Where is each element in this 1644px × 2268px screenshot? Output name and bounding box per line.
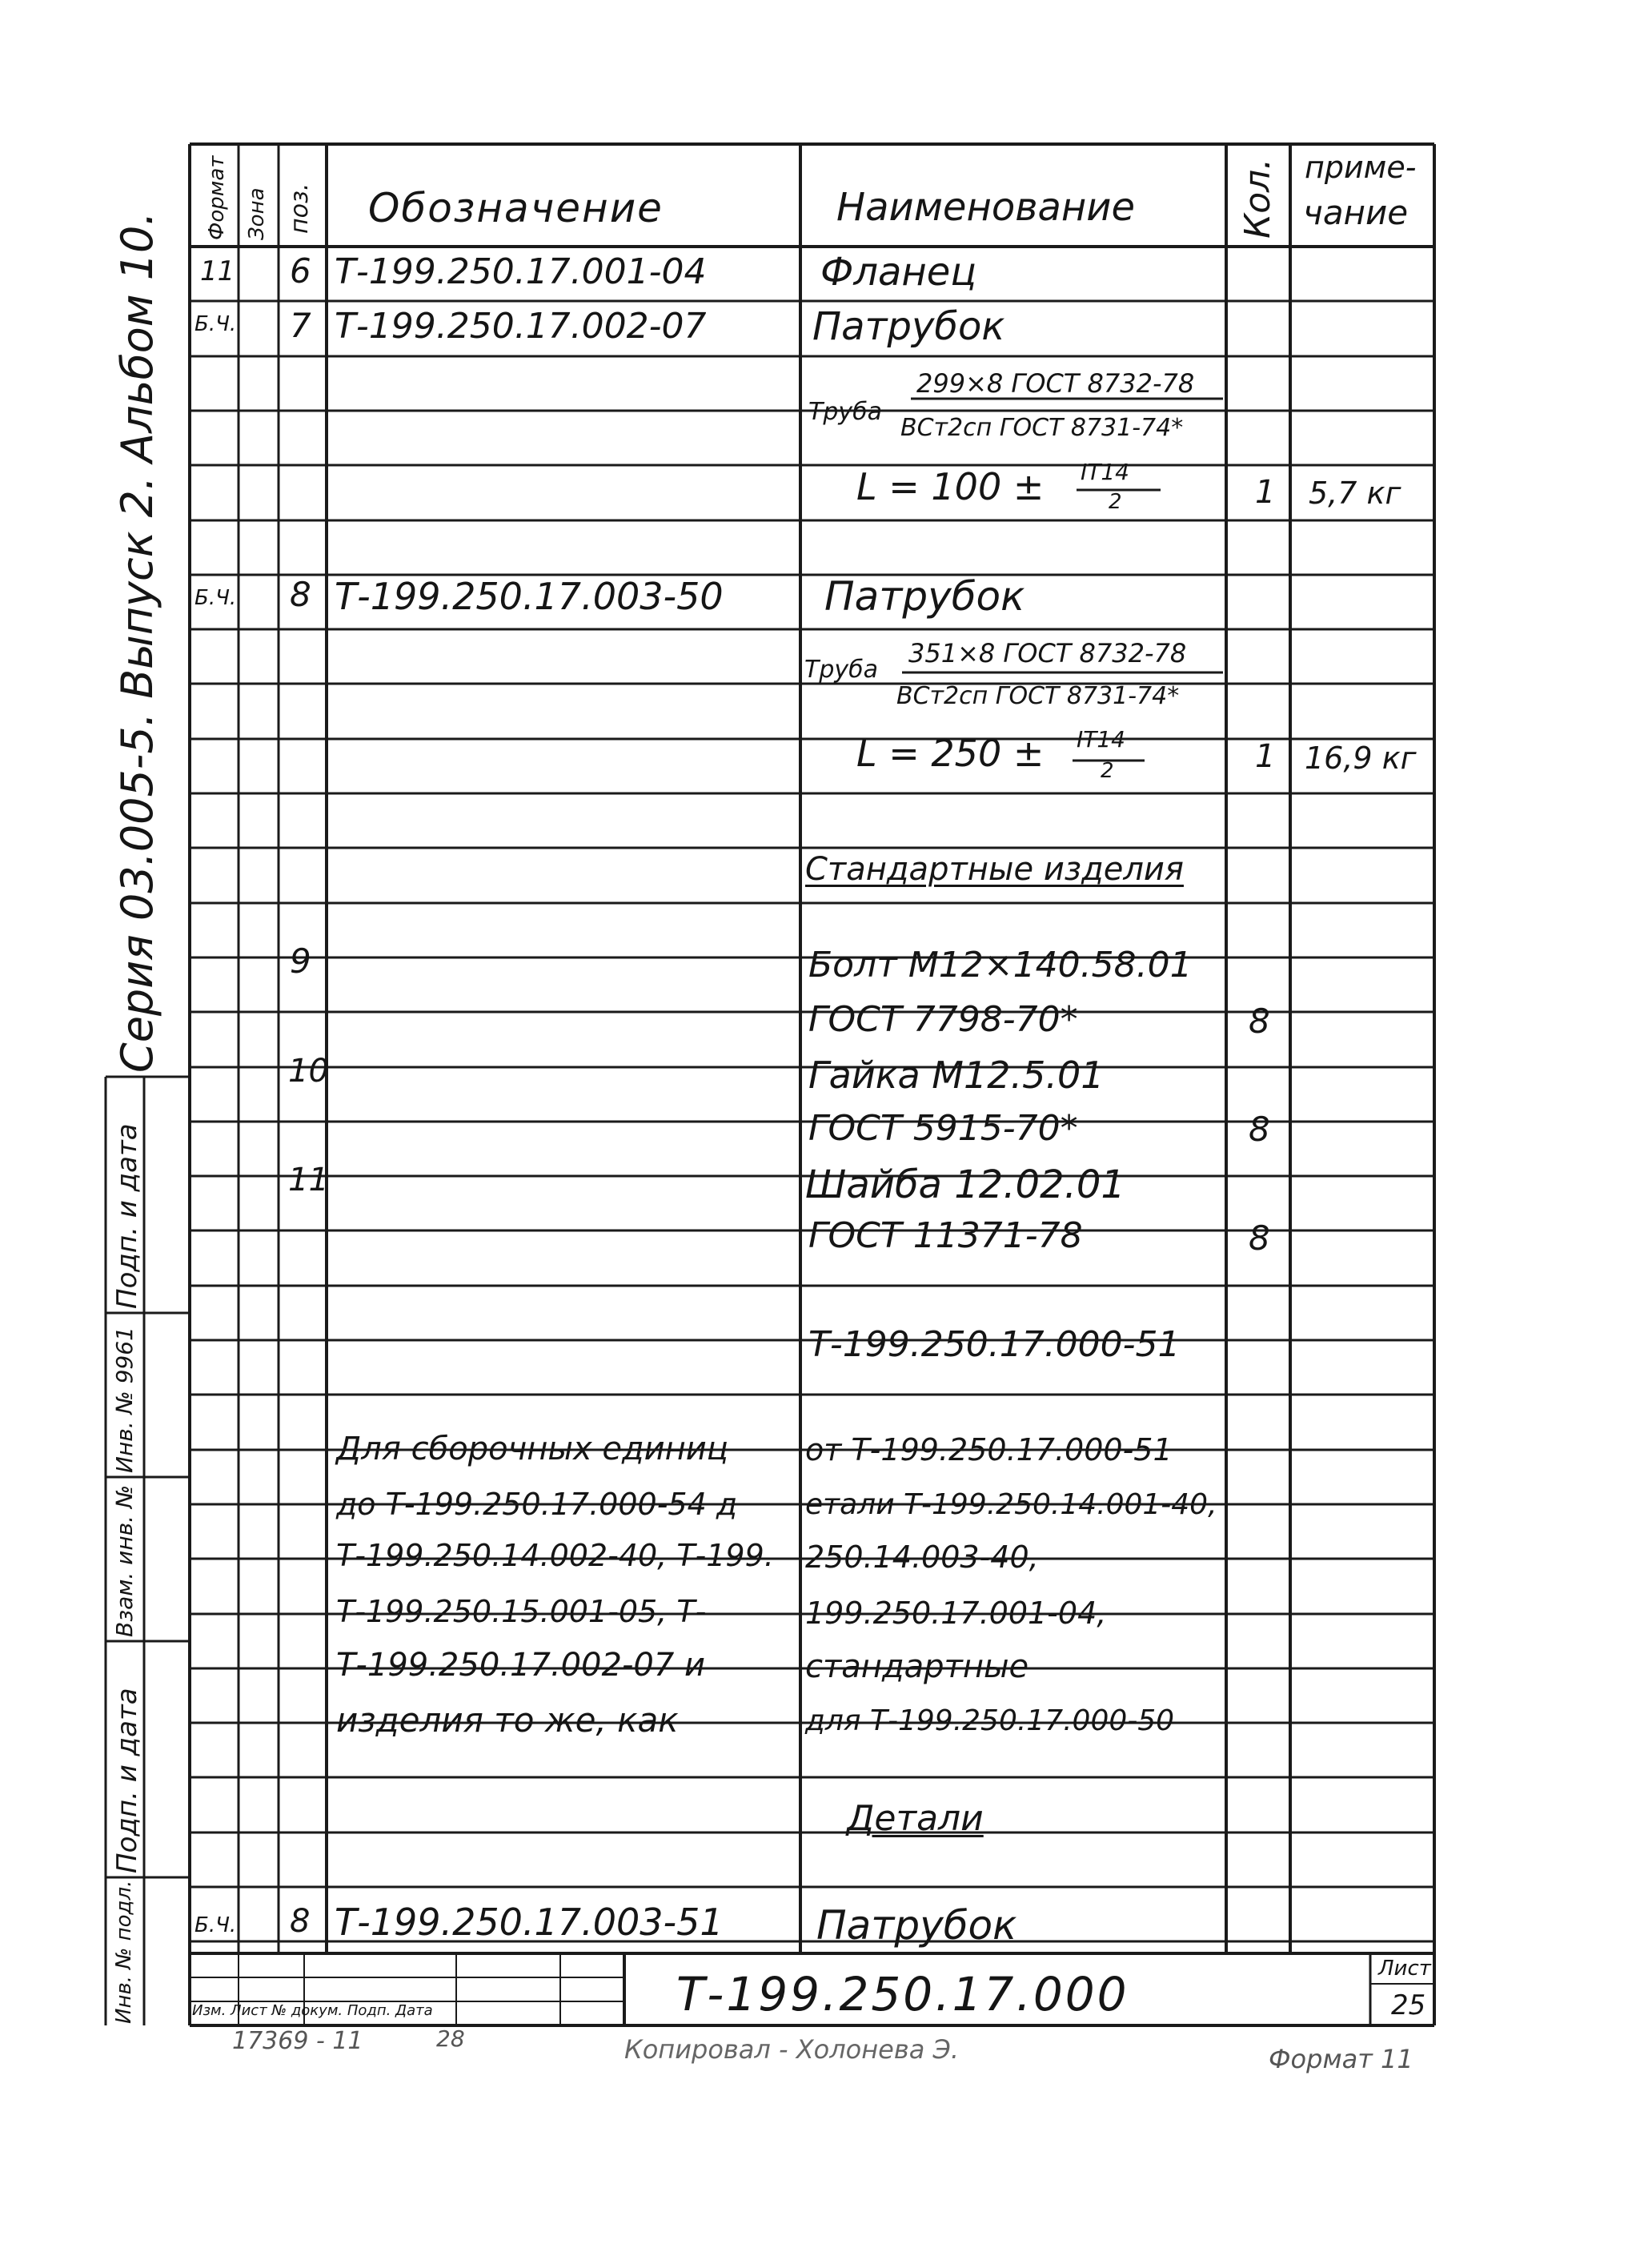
row9-pos: 9: [290, 941, 311, 981]
stamp-podp-data-2: Подп. и дата: [111, 1688, 143, 1873]
row5-designation: Т-199.250.17.003-50: [335, 575, 724, 618]
pipe1-prefix: Труба: [808, 398, 883, 426]
row7-note: 16,9 кг: [1305, 741, 1417, 776]
side-series: Серия 03.005-5. Выпуск 2. Альбом 10.: [112, 211, 162, 1073]
row4-note: 5,7 кг: [1309, 476, 1401, 511]
header-pos: поз.: [286, 183, 314, 234]
header-qty: Кол.: [1237, 158, 1278, 239]
note-left-1: Для сборочных единиц: [336, 1431, 728, 1467]
row9-name: Болт М12×140.58.01: [808, 945, 1193, 985]
footer-left-code: 17369 - 11: [232, 2027, 363, 2055]
row2-name: Патрубок: [812, 304, 1005, 349]
stamp-vzam-inv: Взам. инв. №: [111, 1484, 138, 1637]
header-zone: Зона: [245, 187, 269, 240]
row4-qty: 1: [1255, 474, 1276, 511]
footer-right: Формат 11: [1269, 2044, 1413, 2074]
last-format: Б.Ч.: [194, 1913, 237, 1937]
header-name: Наименование: [836, 185, 1136, 230]
footer-center: Копировал - Холонева Э.: [624, 2034, 960, 2065]
note-right-4: 199.250.17.001-04,: [805, 1596, 1107, 1631]
note-right-1: от Т-199.250.17.000-51: [805, 1432, 1173, 1467]
row14-name: ГОСТ 11371-78: [808, 1215, 1083, 1256]
section-details: Детали: [847, 1798, 984, 1839]
row13-name: Шайба 12.02.01: [805, 1162, 1125, 1207]
last-name: Патрубок: [816, 1902, 1017, 1949]
stamp-podp-data-1: Подп. и дата: [111, 1123, 143, 1309]
row5-format: Б.Ч.: [194, 586, 237, 610]
stamp-inv-1: Инв. № 9961: [111, 1327, 138, 1473]
length2-frac-bottom: 2: [1101, 759, 1114, 783]
title-small-labels: Изм. Лист № докум. Подп. Дата: [192, 2002, 433, 2019]
length1-frac-bottom: 2: [1109, 490, 1122, 514]
note-left-6: изделия то же, как: [336, 1700, 679, 1740]
length1-frac-top: IT14: [1081, 459, 1129, 485]
row2-format: Б.Ч.: [194, 312, 237, 336]
note-right-5: стандартные: [805, 1648, 1029, 1685]
pipe2-bottom: ВСт2сп ГОСТ 8731-74*: [896, 682, 1180, 710]
last-pos: 8: [290, 1903, 311, 1940]
row12-qty: 8: [1249, 1110, 1270, 1149]
sheet-label: Лист: [1378, 1957, 1431, 1981]
header-note-2: чание: [1303, 193, 1409, 232]
pipe2-prefix: Труба: [804, 656, 879, 684]
row1-format: 11: [200, 255, 235, 287]
row1-pos: 6: [290, 251, 311, 291]
sheet-no: 25: [1391, 1989, 1426, 2021]
header-format: Формат: [205, 155, 229, 240]
header-note-1: приме-: [1305, 150, 1417, 185]
footer-left-num: 28: [436, 2025, 465, 2052]
length2: L = 250 ±: [856, 732, 1045, 775]
row5-pos: 8: [290, 575, 311, 614]
row11-pos: 10: [288, 1053, 329, 1090]
doc-code: Т-199.250.17.000: [676, 1967, 1129, 2021]
row10-qty: 8: [1249, 1002, 1270, 1041]
row2-pos: 7: [290, 306, 311, 345]
note-right-6: для Т-199.250.17.000-50: [805, 1704, 1175, 1737]
row7-qty: 1: [1255, 738, 1276, 775]
row5-name: Патрубок: [824, 573, 1025, 620]
note-left-4: Т-199.250.15.001-05, Т-: [336, 1594, 707, 1629]
last-designation: Т-199.250.17.003-51: [335, 1901, 724, 1944]
length2-frac-top: IT14: [1077, 726, 1125, 753]
row10-name: ГОСТ 7798-70*: [808, 999, 1078, 1040]
row11-name: Гайка М12.5.01: [808, 1054, 1105, 1097]
row15-name: Т-199.250.17.000-51: [808, 1324, 1181, 1365]
note-right-3: 250.14.003-40,: [805, 1539, 1039, 1575]
pipe2-top: 351×8 ГОСТ 8732-78: [908, 638, 1187, 668]
row1-name: Фланец: [820, 250, 976, 295]
note-left-2: до Т-199.250.17.000-54 д: [336, 1487, 738, 1522]
header-designation: Обозначение: [368, 185, 664, 231]
row13-pos: 11: [288, 1162, 329, 1198]
section-standard: Стандартные изделия: [805, 851, 1184, 888]
pipe1-top: 299×8 ГОСТ 8732-78: [916, 368, 1195, 399]
row14-qty: 8: [1249, 1218, 1270, 1258]
note-right-2: етали Т-199.250.14.001-40,: [805, 1488, 1217, 1521]
row2-designation: Т-199.250.17.002-07: [335, 306, 707, 347]
note-left-3: Т-199.250.14.002-40, Т-199.: [336, 1538, 774, 1573]
note-left-5: Т-199.250.17.002-07 и: [336, 1647, 705, 1684]
row1-designation: Т-199.250.17.001-04: [335, 251, 707, 292]
stamp-inv-2: Инв. № подл.: [112, 1880, 136, 2024]
pipe1-bottom: ВСт2сп ГОСТ 8731-74*: [900, 414, 1184, 442]
row12-name: ГОСТ 5915-70*: [808, 1108, 1078, 1149]
length1: L = 100 ±: [856, 465, 1045, 508]
